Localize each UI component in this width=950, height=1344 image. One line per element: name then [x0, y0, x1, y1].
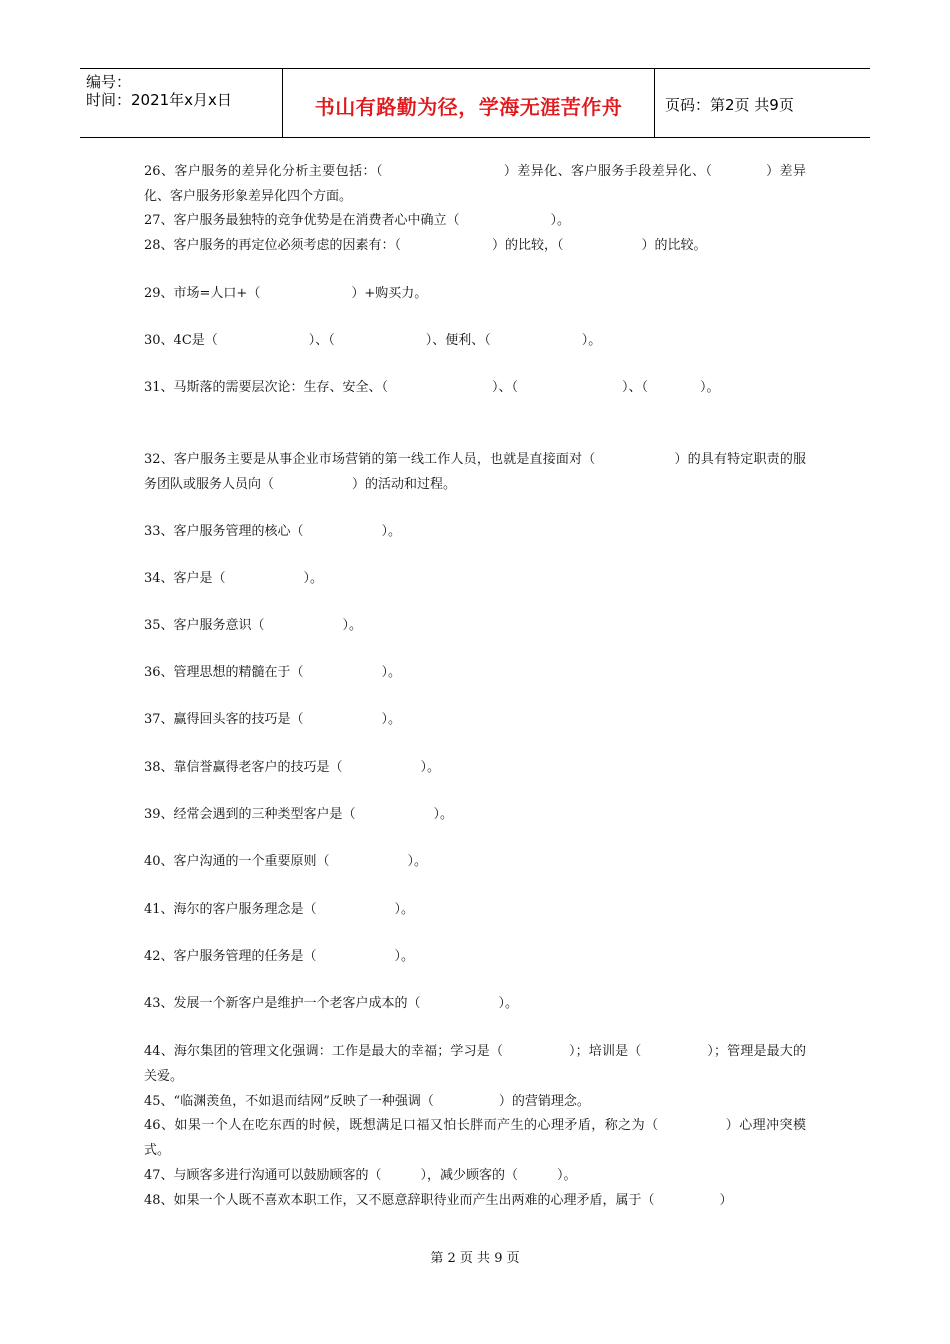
question-44: 44、海尔集团的管理文化强调：工作是最大的幸福；学习是（ ）；培训是（ ）；管理是最大的关爱。	[144, 1044, 806, 1084]
question-40: 40、客户沟通的一个重要原则（ ）。	[144, 854, 428, 869]
question-30: 30、4C是（ ）、（ ）、便利、（ ）。	[144, 333, 602, 348]
question-36: 36、管理思想的精髓在于（ ）。	[144, 665, 402, 680]
document-header	[80, 68, 870, 138]
question-37: 37、赢得回头客的技巧是（ ）。	[144, 712, 402, 727]
question-41: 41、海尔的客户服务理念是（ ）。	[144, 902, 415, 917]
question-33: 33、客户服务管理的核心（ ）。	[144, 524, 402, 539]
page-footer: 第 2 页 共 9 页	[430, 1251, 520, 1266]
question-29: 29、市场=人口+（ ）+购买力。	[144, 286, 428, 301]
question-31: 31、马斯落的需要层次论：生存、安全、（ ）、（ ）、（ ）。	[144, 380, 720, 395]
question-27: 27、客户服务最独特的竞争优势是在消费者心中确立（ ）。	[144, 213, 571, 228]
question-42: 42、客户服务管理的任务是（ ）。	[144, 949, 415, 964]
question-26: 26、客户服务的差异化分析主要包括：（ ）差异化、客户服务手段差异化、（ ）差异化、客户服务形象差异化四个方面。	[144, 164, 806, 204]
question-48: 48、如果一个人既不喜欢本职工作，又不愿意辞职待业而产生出两难的心理矛盾，属于（ ）	[144, 1193, 733, 1208]
question-35: 35、客户服务意识（ ）。	[144, 618, 363, 633]
question-34: 34、客户是（ ）。	[144, 571, 324, 586]
question-28: 28、客户服务的再定位必须考虑的因素有：（ ）的比较，（ ）的比较。	[144, 238, 707, 253]
question-47: 47、与顾客多进行沟通可以鼓励顾客的（ ），减少顾客的（ ）。	[144, 1168, 577, 1183]
question-32: 32、客户服务主要是从事企业市场营销的第一线工作人员，也就是直接面对（ ）的具有特定职责的服务团队或服务人员向（ ）的活动和过程。	[144, 452, 806, 492]
question-45: 45、“临渊羡鱼，不如退而结网”反映了一种强调（ ）的营销理念。	[144, 1094, 590, 1109]
question-38: 38、靠信誉赢得老客户的技巧是（ ）。	[144, 760, 441, 775]
number-label: 编号：	[86, 73, 132, 91]
header-meta	[86, 73, 232, 109]
time-label: 时间：2021年x月x日	[86, 91, 232, 109]
header-page-info: 页码：第2页 共9页	[665, 96, 794, 114]
header-motto: 书山有路勤为径，学海无涯苦作舟	[314, 95, 623, 119]
question-43: 43、发展一个新客户是维护一个老客户成本的（ ）。	[144, 996, 519, 1011]
question-39: 39、经常会遇到的三种类型客户是（ ）。	[144, 807, 454, 822]
question-46: 46、如果一个人在吃东西的时候，既想满足口福又怕长胖而产生的心理矛盾，称之为（ ）心理冲突模式。	[144, 1118, 806, 1158]
header-divider-right	[654, 69, 655, 137]
